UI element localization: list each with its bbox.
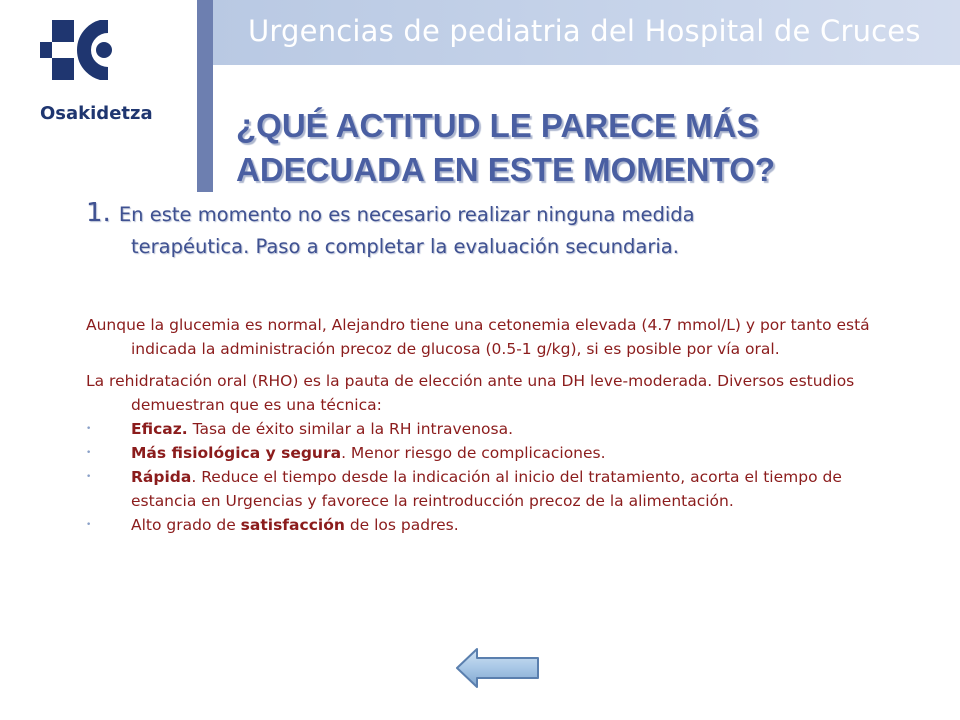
bullet-icon: • bbox=[86, 424, 92, 434]
list-item bbox=[86, 441, 906, 465]
bullet-bold: Eficaz. bbox=[131, 420, 188, 438]
bullet-text-pre: Alto grado de bbox=[131, 516, 241, 534]
list-item bbox=[86, 513, 906, 537]
list-item bbox=[86, 465, 906, 513]
explanation bbox=[86, 313, 906, 537]
explanation-paragraph-1: Aunque la glucemia es normal, Alejandro tiene una cetonemia elevada (4.7 mmol/L) y por tanto está indicada la administración precoz de glucosa (0.5-1 g/kg), si es posible por vía oral. bbox=[86, 316, 870, 358]
question-line-1: ¿QUÉ ACTITUD LE PARECE MÁS bbox=[236, 107, 759, 144]
bullet-icon: • bbox=[86, 472, 92, 482]
bullet-bold: Más fisiológica y segura bbox=[131, 444, 342, 462]
bullet-text: . Reduce el tiempo desde la indicación al inicio del tratamiento, acorta el tiempo de estancia en Urgencias y favorece la reintroducción precoz de la alimentación. bbox=[131, 468, 842, 510]
explanation-paragraph-2: La rehidratación oral (RHO) es la pauta de elección ante una DH leve-moderada. Diversos estudios demuestran que es una técnica: bbox=[86, 372, 855, 414]
bullet-icon: • bbox=[86, 448, 92, 458]
bullet-icon: • bbox=[86, 520, 92, 530]
question-heading bbox=[236, 104, 936, 192]
bullet-text: Tasa de éxito similar a la RH intravenosa. bbox=[187, 420, 513, 438]
header-title: Urgencias de pediatria del Hospital de Cruces bbox=[248, 14, 921, 48]
answer-option-1 bbox=[86, 197, 926, 263]
logo-text: Osakidetza bbox=[40, 103, 153, 124]
bullet-text-post: de los padres. bbox=[344, 516, 459, 534]
list-item bbox=[86, 417, 906, 441]
bullet-bold: satisfacción bbox=[240, 516, 345, 534]
answer-line-2: terapéutica. Paso a completar la evaluación secundaria. bbox=[131, 235, 679, 258]
osakidetza-logo-icon bbox=[40, 20, 130, 80]
left-arrow-icon[interactable] bbox=[455, 647, 541, 689]
vertical-accent-bar bbox=[197, 0, 213, 192]
answer-number: 1. bbox=[86, 198, 111, 228]
answer-line-1: En este momento no es necesario realizar ninguna medida bbox=[118, 203, 695, 226]
question-line-2: ADECUADA EN ESTE MOMENTO? bbox=[236, 151, 776, 188]
bullet-text: . Menor riesgo de complicaciones. bbox=[341, 444, 606, 462]
bullet-bold: Rápida bbox=[131, 468, 192, 486]
